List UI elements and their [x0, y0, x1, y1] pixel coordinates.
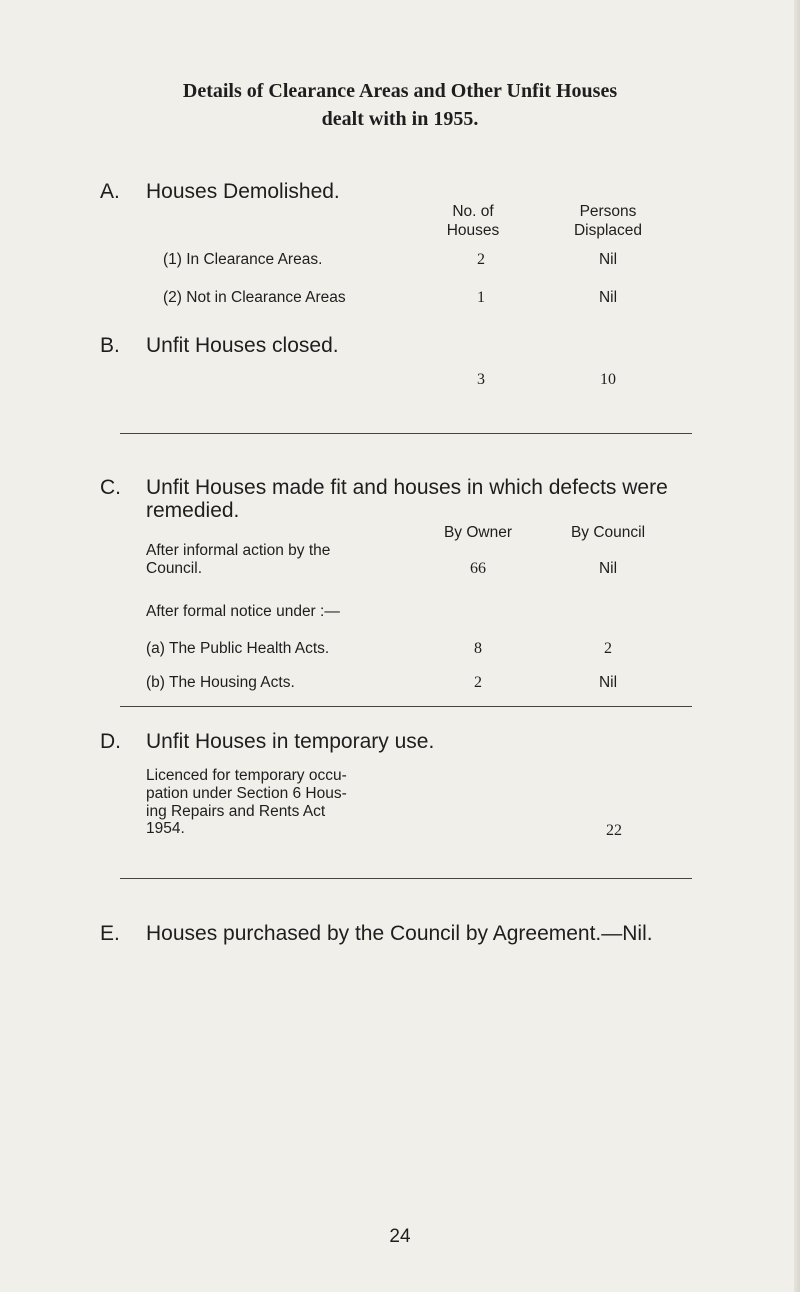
divider-3	[120, 878, 692, 879]
row-c-a-owner: 8	[474, 640, 482, 657]
section-c-heading-1: Unfit Houses made fit and houses in which defects were	[146, 476, 668, 499]
section-d-text-4: 1954.	[146, 820, 185, 837]
page-edge-shadow	[794, 0, 800, 1292]
formal-notice-label: After formal notice under :—	[146, 603, 340, 620]
section-d-text-2: pation under Section 6 Hous-	[146, 785, 347, 802]
row-a2-houses: 1	[477, 289, 485, 306]
col-houses-header-1: No. of	[452, 203, 494, 220]
row-a1-label: (1) In Clearance Areas.	[163, 251, 323, 268]
section-e-text: Houses purchased by the Council by Agreement.—Nil.	[146, 922, 653, 945]
section-b-houses: 3	[477, 371, 485, 388]
section-b-persons: 10	[600, 371, 616, 388]
section-b-letter: B.	[100, 334, 120, 357]
section-d-value: 22	[606, 822, 622, 839]
divider-1	[120, 433, 692, 434]
col-owner-header: By Owner	[443, 524, 513, 541]
row-c-b-owner: 2	[474, 674, 482, 691]
section-d-text-3: ing Repairs and Rents Act	[146, 803, 326, 820]
col-persons-header-1: Persons	[579, 203, 637, 220]
informal-label-2: Council.	[146, 560, 202, 577]
row-a1-persons: Nil	[598, 251, 618, 268]
divider-2	[120, 706, 692, 707]
col-council-header: By Council	[570, 524, 646, 541]
informal-label-1: After informal action by the	[146, 542, 331, 559]
col-houses-header-2: Houses	[446, 222, 500, 239]
row-c-b-label: (b) The Housing Acts.	[146, 674, 295, 691]
section-b-heading: Unfit Houses closed.	[146, 334, 339, 357]
section-a-heading: Houses Demolished.	[146, 180, 340, 203]
row-a1-houses: 2	[477, 251, 485, 268]
row-a2-label: (2) Not in Clearance Areas	[163, 289, 346, 306]
row-c-b-council: Nil	[598, 674, 618, 691]
section-d-text-1: Licenced for temporary occu-	[146, 767, 347, 784]
section-d-heading: Unfit Houses in temporary use.	[146, 730, 435, 753]
section-e-letter: E.	[100, 922, 120, 945]
section-d-letter: D.	[100, 730, 121, 753]
informal-council-value: Nil	[598, 560, 618, 577]
row-c-a-label: (a) The Public Health Acts.	[146, 640, 330, 657]
section-c-heading-2: remedied.	[146, 499, 240, 522]
title-line-1: Details of Clearance Areas and Other Unfit Houses	[182, 80, 618, 102]
informal-owner-value: 66	[470, 560, 486, 577]
section-c-letter: C.	[100, 476, 121, 499]
row-c-a-council: 2	[604, 640, 612, 657]
row-a2-persons: Nil	[598, 289, 618, 306]
section-a-letter: A.	[100, 180, 120, 203]
page-number: 24	[389, 1226, 411, 1247]
title-line-2: dealt with in 1955.	[321, 108, 479, 130]
col-persons-header-2: Displaced	[573, 222, 643, 239]
